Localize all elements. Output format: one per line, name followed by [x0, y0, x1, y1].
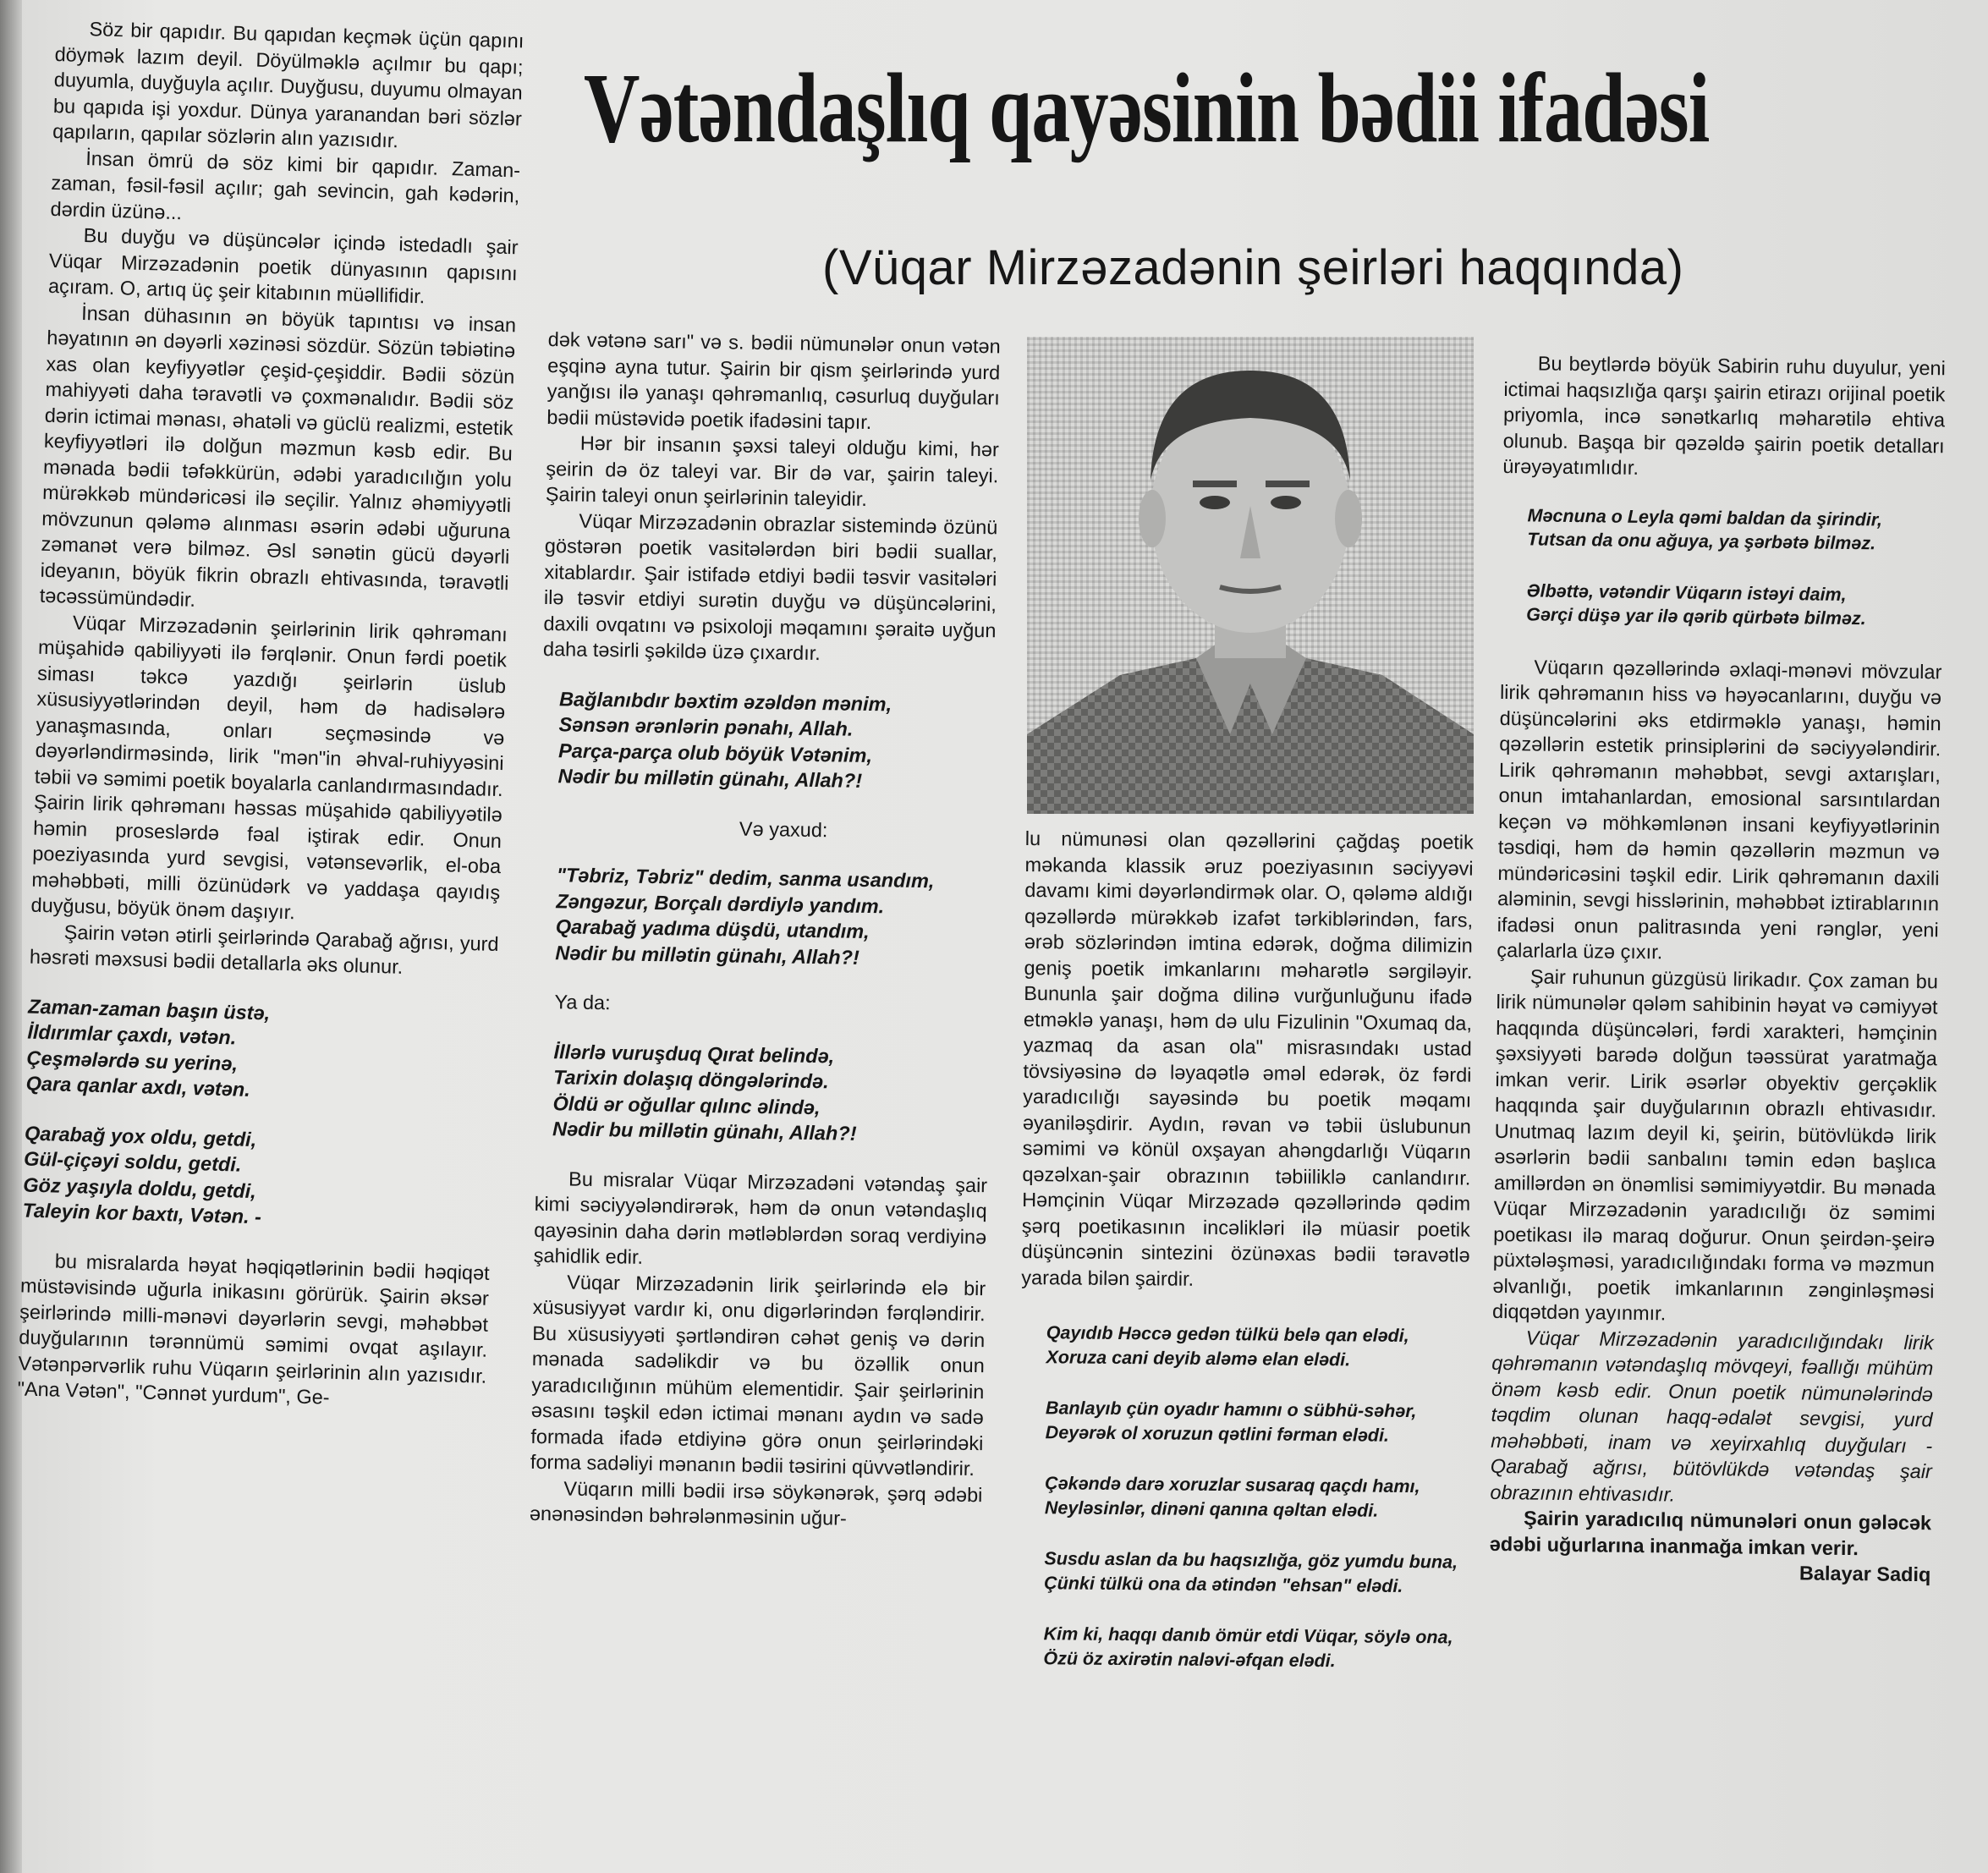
- verse-line: Kim ki, haqqı danıb ömür etdi Vüqar, söylə ona,: [1043, 1623, 1453, 1648]
- author-portrait-photo: [1027, 337, 1474, 814]
- verse-line: Qayıdıb Həccə gedən tülkü belə qan elədi,: [1046, 1322, 1409, 1346]
- gazal-couplet: [1527, 503, 1944, 557]
- gazal-couplet: [1046, 1396, 1469, 1447]
- gazal-couplet: [1043, 1622, 1466, 1673]
- verse-line: Məcnuna o Leyla qəmi baldan da şirindir,: [1527, 504, 1883, 530]
- closing-paragraph: Şairin yaradıcılıq nümunələri onun gələcək ədəbi uğurlarına inanmağa imkan verir.: [1489, 1507, 1932, 1559]
- transition-text: Ya da:: [554, 991, 611, 1014]
- text-column-2: [530, 327, 1001, 1534]
- paragraph: Bu beytlərdə böyük Sabirin ruhu duyulur, yeni ictimai haqsızlığa qarşı şairin etirazı orijinal poetik priyomla, incə sənətkarlıq məharətilə ehtiva olunub. Başqa bir qəzəldə şairin poetik detalları ürəyəyatımlıdır.: [1502, 352, 1946, 479]
- paragraph: Bu misralar Vüqar Mirzəzadəni vətəndaş şair kimi səciyyələndirərək, həm də onun vətəndaşlıq qayəsinin daha dərin mətləblərdən soraq verdiyinə şahidlik edir.: [533, 1167, 988, 1268]
- paragraph: Vüqarın milli bədii irsə söykənərək, şərq ədəbi ənənəsindən bəhrələnməsinin uğur-: [529, 1476, 983, 1530]
- verse-line: Banlayıb çün oyadır hamını o sübhü-səhər,: [1045, 1398, 1417, 1422]
- text-column-4: [1489, 350, 1946, 1588]
- paragraph: Vüqar Mirzəzadənin obrazlar sistemində özünü göstərən poetik vasitələrdən biri bədii suallar, xitablardır. Şair istifadə etdiyi bədii təsvir vasitələri ilə təsvir etdiyi surətin duyğu və düşüncələrini, daxili ovqatını və psixoloji məqamını şəraitə uyğun daha təsirli şəkildə üzə çıxardır.: [542, 509, 998, 665]
- verse-line: Nədir bu millətin günahı, Allah?!: [552, 1118, 857, 1145]
- verse-line: Parça-parça olub böyük Vətənim,: [557, 739, 873, 766]
- verse-line: Qarabağ yox oldu, getdi,: [24, 1121, 257, 1151]
- article-title: Vətəndaşlıq qayəsinin bədii ifadəsi: [584, 52, 1710, 163]
- paragraph: Söz bir qapıdır. Bu qapıdan keçmək üçün qapını döymək lazım deyil. Döyülməklə açılmır bu qapı; duyumla, duyğuyla açılır. Duyğusu, duyumu olmayan bu qapıda işi yoxdur. Dünya yaranandan bəri sözlər qapıların, qapılar sözlərin alın yazısıdır.: [52, 18, 524, 152]
- verse-line: "Təbriz, Təbriz" dedim, sanma usandım,: [556, 864, 935, 893]
- verse-line: Gərçi düşə yar ilə qərib qürbətə bilməz.: [1526, 604, 1866, 629]
- gazal-couplet: [1044, 1546, 1467, 1598]
- paragraph: Vüqar Mirzəzadənin şeirlərinin lirik qəhrəmanı müşahidə qabiliyyəti ilə fərqlənir. Onun fərdi poetik siması təkcə yazdığı şeirlərin üslub xüsusiyyətlərindən deyil, həm də hadisələrə yanaşmasında, onları seçməsində və dəyərləndirməsində, lirik "mən"in əhval-ruhiyyəsini təbii və səmimi poetik boyalarla canlandırmasındadır. Şairin lirik qəhrəmanı həssas müşahidə qabiliyyətilə həmin proseslərdə fəal iştirak edir. Onun poeziyasında yurd sevgisi, vətənsevərlik, el-oba məhəbbəti, milli özünüdərk və yaddaşa qayıdış duyğusu, böyük önəm daşıyır.: [30, 611, 508, 924]
- page-edge-shadow: [0, 0, 22, 1873]
- text-column-3: [1018, 826, 1474, 1701]
- poem-quote: [557, 686, 995, 796]
- verse-line: Sənsən ərənlərin pənahı, Allah.: [558, 713, 854, 740]
- verse-line: Qarabağ yadıma düşdü, utandım,: [555, 915, 870, 943]
- verse-line: Tutsan da onu ağuya, ya şərbətə bilməz.: [1527, 529, 1876, 554]
- paragraph: Vüqar Mirzəzadənin yaradıcılığındakı lirik qəhrəmanın vətəndaşlıq mövqeyi, fəallığı mühüm önəm kəsb edir. Onun poetik nümunələrində təqdim olunan haqq-ədalət sevgisi, yurd məhəbbəti, inam və xeyirxahlıq duyğuları - Qarabağ ağrısı, bütövlükdə vətəndaş şair obrazının ehtivasıdır.: [1490, 1326, 1934, 1506]
- verse-line: Bağlanıbdır bəxtim əzəldən mənim,: [558, 687, 892, 715]
- article-subtitle: (Vüqar Mirzəzadənin şeirləri haqqında): [822, 240, 1684, 295]
- verse-line: Çəkəndə darə xoruzlar susaraq qaçdı hamı,: [1045, 1473, 1420, 1497]
- poem-stanza: [22, 1120, 493, 1236]
- verse-line: Öldü ər oğullar qılınc əlində,: [552, 1091, 821, 1118]
- poem-stanza: [25, 993, 497, 1109]
- gazal-couplet: [1046, 1321, 1469, 1372]
- verse-line: Taleyin kor baxtı, Vətən. -: [22, 1199, 262, 1228]
- portrait-illustration: [1027, 337, 1474, 814]
- paragraph: Vüqar Mirzəzadənin lirik şeirlərində elə bir xüsusiyyət vardır ki, onu digərlərindən fərqləndirir. Bu xüsusiyyəti şərtləndirən cəhət geniş və dərin mənada sadəlikdir və bu özəllik onun yaradıcılığının mühüm elementidir. Şair şeirlərinin əsasını təşkil edən ictimai mənanı aydın və sadə formada ifadə etdiyinə görə onun şeirlərindəki forma sadəliyi mənanın bədii təsirini qüvvətləndirir.: [530, 1270, 986, 1480]
- verse-line: Özü öz axirətin naləvi-əfqan elədi.: [1043, 1647, 1336, 1671]
- verse-line: Zəngəzur, Borçalı dərdiylə yandım.: [556, 889, 885, 917]
- paragraph: lu nümunəsi olan qəzəllərini çağdaş poetik məkanda klassik əruz poeziyasının səciyyəvi davamı kimi dəyərləndirmək olar. O, qələmə aldığı qəzəllərdə mürəkkəb izafət tərkiblərindən, fars, ərəb sözlərindən imtina edərək, doğma dilimizin geniş poetik imkanlarını məharətlə sərgiləyir. Bununla şair doğma dilinə vurğunluğunu ifadə etməklə yanaşı, həm də ulu Fizulinin "Oxumaq da, yazmaq da asan ola" misrasındakı ustad tövsiyəsinə də ləyaqətlə əməl edərək, öz fərdi yaradıcılığı sayəsində bu poetik məqamı əyaniləşdirir. Aydın, rəvan və təbii üslubunun səmimi və könül oxşayan ahəngdarlığı Vüqarın qəzəlxan-şair obrazının təbiiliklə canlandırır. Həmçinin Vüqar Mirzəzadə qəzəllərində qədim şərq poetikasının incəlikləri ilə müasir poetik düşüncənin sintezini özünəxas bədii təravətlə yarada bilən şairdir.: [1021, 827, 1474, 1290]
- verse-line: Əlbəttə, vətəndir Vüqarın istəyi daim,: [1526, 579, 1847, 605]
- verse-line: İldırımlar çaxdı, vətən.: [27, 1020, 237, 1049]
- verse-line: Nədir bu millətin günahı, Allah?!: [557, 765, 863, 792]
- verse-line: Susdu aslan da bu haqsızlığa, göz yumdu buna,: [1044, 1548, 1458, 1573]
- paragraph: Vüqarın qəzəllərində əxlaqi-mənəvi mövzular lirik qəhrəmanın hiss və həyəcanlarını, duyğu və düşüncələrini əks etdirməklə yanaşı, həmin qəzəllərin estetik prinsiplərini də səciyyələndirir. Lirik qəhrəmanın məhəbbət, sevgi axtarışları, onun imtahanlardan, emosional sarsıntılardan keçən və möhkəmlənən insani keyfiyyətlərinin təsdiqi, həm də həmin qəzəllərin məzmun və mündəricəsini təşkil edir. Lirik qəhrəmanın daxili aləminin, sevgi hisslərinin, məhəbbət iztirablarının ifadəsi onun palitrasında yeni rənglər, yeni çalarlarla üzə çıxır.: [1496, 655, 1942, 964]
- poem-quote: [552, 1039, 990, 1149]
- paragraph: Şair ruhunun güzgüsü lirikadır. Çox zaman bu lirik nümunələr qələm sahibinin həyat və cəmiyyət haqqında düşüncələri, fərdi xarakteri, həmçinin şəxsiyyəti barədə dolğun təəssürat yaratmağa imkan verir. Lirik əsərlər obyektiv gerçəklik haqqında şair duyğularının obrazlı ehtivasıdır. Unutmaq lazım deyil ki, şeirin, bütövlükdə lirik əsərlərin bədii sanbalını təmin edən başlıca amillərdən ən önəmlisi səmimiyyətdir. Bu mənada Vüqar Mirzəzadənin yaradıcılığı öz səmimi poetikası ilə maraq doğurur. Onun şeirdən-şeirə püxtələşməsi, yaradıcılığındakı forma və məzmun əlvanlığı, poetik imkanlarının zənginləşməsi diqqətdən yayınmır.: [1491, 964, 1939, 1325]
- poem-quote: [555, 862, 992, 972]
- verse-line: Neyləsinlər, dinəni qanına qəltan elədi.: [1044, 1497, 1379, 1521]
- transition-text: Və yaxud:: [739, 817, 828, 841]
- author-byline: Balayar Sadiq: [1799, 1562, 1931, 1586]
- verse-line: Çünki tülkü ona da ətindən "ehsan" elədi.: [1044, 1572, 1403, 1596]
- verse-line: Göz yaşıyla doldu, getdi,: [23, 1173, 257, 1202]
- paragraph: Hər bir insanın şəxsi taleyi olduğu kimi, hər şeirin də öz taleyi var. Bir də var, şairin taleyi. Şairin taleyi onun şeirlərinin taleyidir.: [545, 431, 999, 510]
- verse-line: Qara qanlar axdı, vətən.: [25, 1072, 251, 1101]
- verse-line: Çeşmələrdə su yerinə,: [26, 1046, 239, 1074]
- verse-line: Gül-çiçəyi soldu, getdi.: [23, 1147, 242, 1176]
- paragraph: İnsan dühasının ən böyük tapıntısı və insan həyatının ən dəyərli xəzinəsi sözdür. Sözün təbiətinə xas olan keyfiyyətlər çeşid-çeşiddir. Bədii sözün mahiyyəti daha təravətli və çoxmənalıdır. Bədii söz dərin ictimai mənası, əhatəli və güclü realizmi, estetik keyfiyyətləri ilə dolğun məzmun kəsb edir. Bu mənada bədii təfəkkürün, ədəbi yaradıcılığın yolu mürəkkəb mündəricəsi ilə seçilir. Yalnız əhəmiyyətli mövzunun qələmə alınması əsərin ədəbi uğuruna zəmanət verə bilməz. Əsl sənətin gücü dəyərli ideyanın, böyük fikrin obrazlı ehtivasında, təravətli təcəssümündədir.: [39, 301, 517, 611]
- paragraph: Şairin vətən ətirli şeirlərində Qarabağ ağrısı, yurd həsrəti məxsusi bədii detallarla əks olunur.: [29, 920, 499, 978]
- verse-line: Zaman-zaman başın üstə,: [27, 995, 271, 1024]
- gazal-couplet: [1526, 579, 1943, 632]
- paragraph: bu misralarda həyat həqiqətlərinin bədii həqiqət müstəvisində uğurla inikasını görürük. Şairin əksər şeirlərində milli-mənəvi dəyərlərin sevgi, məhəbbət duyğularının tərənnümü səmimi ovqat aşılayır. Vətənpərvərlik ruhu Vüqarın şeirlərinin alın yazısıdır. "Ana Vətən", "Cənnət yurdum", Ge-: [17, 1250, 491, 1409]
- paragraph: İnsan ömrü də söz kimi bir qapıdır. Zaman-zaman, fəsil-fəsil açılır; gah sevincin, gah kədərin, dərdin üzünə...: [50, 146, 521, 223]
- gazal-couplet: [1045, 1471, 1468, 1523]
- text-column-1: [17, 15, 524, 1414]
- poem-quote: [22, 993, 497, 1236]
- verse-line: İllərlə vuruşduq Qırat belində,: [553, 1040, 835, 1067]
- verse-line: Deyərək ol xoruzun qətlini fərman elədi.: [1045, 1421, 1390, 1446]
- verse-line: Xoruza cani deyib aləmə elan elədi.: [1046, 1346, 1351, 1370]
- paragraph: dək vətənə sarı" və s. bədii nümunələr onun vətən eşqinə ayna tutur. Şairin bir qism şeirlərində yurd yanğısı ilə yanaşı qəhrəmanlıq, cəsurluq duyğuları bədii müstəvidə poetik ifadəsini tapır.: [546, 327, 1001, 433]
- paragraph: Bu duyğu və düşüncələr içində istedadlı şair Vüqar Mirzəzadənin poetik dünyasının qapısını açıram. O, artıq üç şeir kitabının müəllifidir.: [47, 224, 519, 308]
- verse-line: Tarixin dolaşıq döngələrində.: [552, 1066, 829, 1093]
- verse-line: Nədir bu millətin günahı, Allah?!: [555, 941, 860, 969]
